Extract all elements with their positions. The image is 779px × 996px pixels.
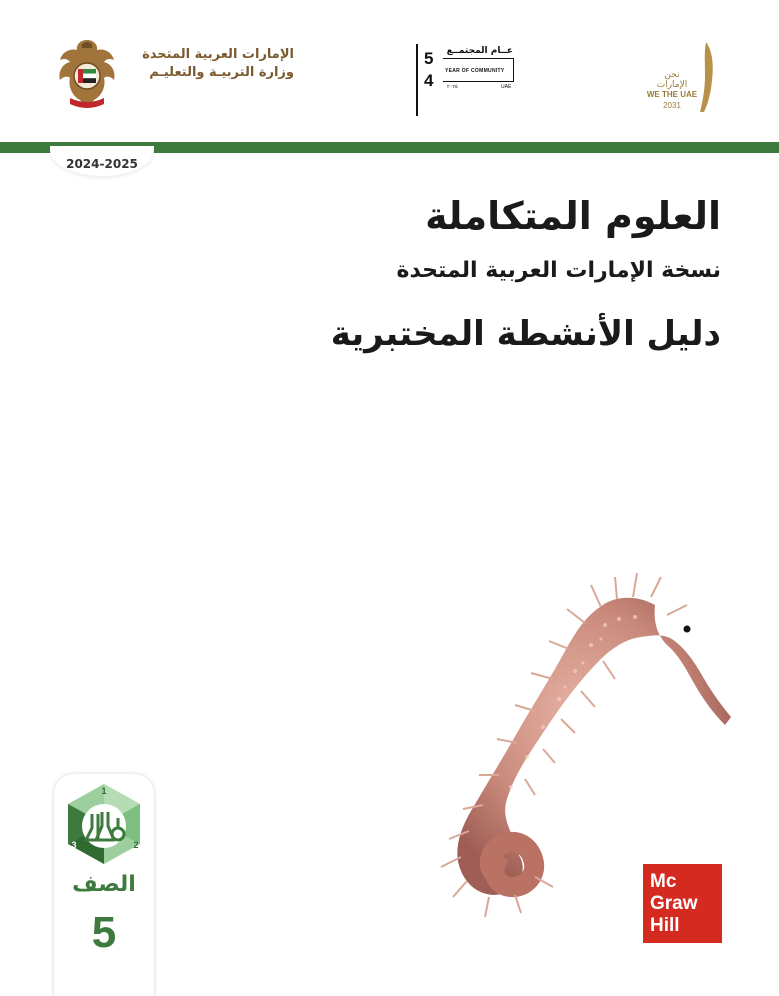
publisher-line3: Hill	[650, 915, 680, 936]
yoc-arabic: عــام المجتمــع	[446, 46, 513, 56]
we-the-uae-arabic	[646, 70, 698, 90]
lab-flask-hex-icon	[62, 782, 146, 866]
ministry-text	[124, 46, 294, 82]
we-the-uae-logo	[642, 40, 720, 114]
yoc-digit-top: 5	[424, 49, 434, 68]
yoc-digit-bottom: 4	[424, 71, 434, 90]
publisher-line1: Mc	[650, 871, 677, 892]
grade-card	[54, 774, 154, 996]
ministry-logo	[56, 36, 296, 112]
ministry-country: الإمارات العربية المتحدة	[142, 47, 294, 62]
we-the-uae-year: 2031	[663, 101, 681, 110]
mcgraw-hill-logo	[643, 864, 722, 943]
uae-falcon-emblem-icon	[56, 36, 118, 112]
we-the-uae-arabic-line1: نحن	[664, 70, 680, 80]
hex-number-3: 3	[71, 840, 77, 850]
header	[0, 0, 779, 142]
guide-title: دليل الأنشطة المختبرية	[330, 314, 721, 354]
edition-subtitle: نسخة الإمارات العربية المتحدة	[396, 258, 721, 283]
we-the-uae-english: WE THE UAE	[646, 90, 698, 99]
yoc-digits	[424, 48, 433, 92]
yoc-small-right: UAE	[501, 84, 512, 90]
grade-label: الصف	[72, 872, 136, 897]
academic-year-tab	[50, 146, 154, 176]
yoc-small-left: ٢٠٢٥	[447, 84, 458, 90]
book-title: العلوم المتكاملة	[425, 194, 721, 238]
publisher-line2: Graw	[650, 893, 698, 914]
ministry-name: وزارة التربيـة والتعليـم	[149, 65, 294, 80]
we-the-uae-arabic-line2: الإمارات	[656, 80, 688, 90]
hex-number-1: 1	[101, 786, 107, 796]
grade-number: 5	[91, 908, 117, 957]
year-of-community-logo	[415, 44, 515, 116]
we-the-uae-stroke-icon	[698, 40, 718, 114]
title-block	[161, 190, 721, 358]
yoc-bar	[416, 44, 418, 116]
academic-year: 2024-2025	[66, 157, 138, 171]
hex-number-2: 2	[133, 840, 139, 850]
yoc-english: YEAR OF COMMUNITY	[445, 68, 505, 74]
